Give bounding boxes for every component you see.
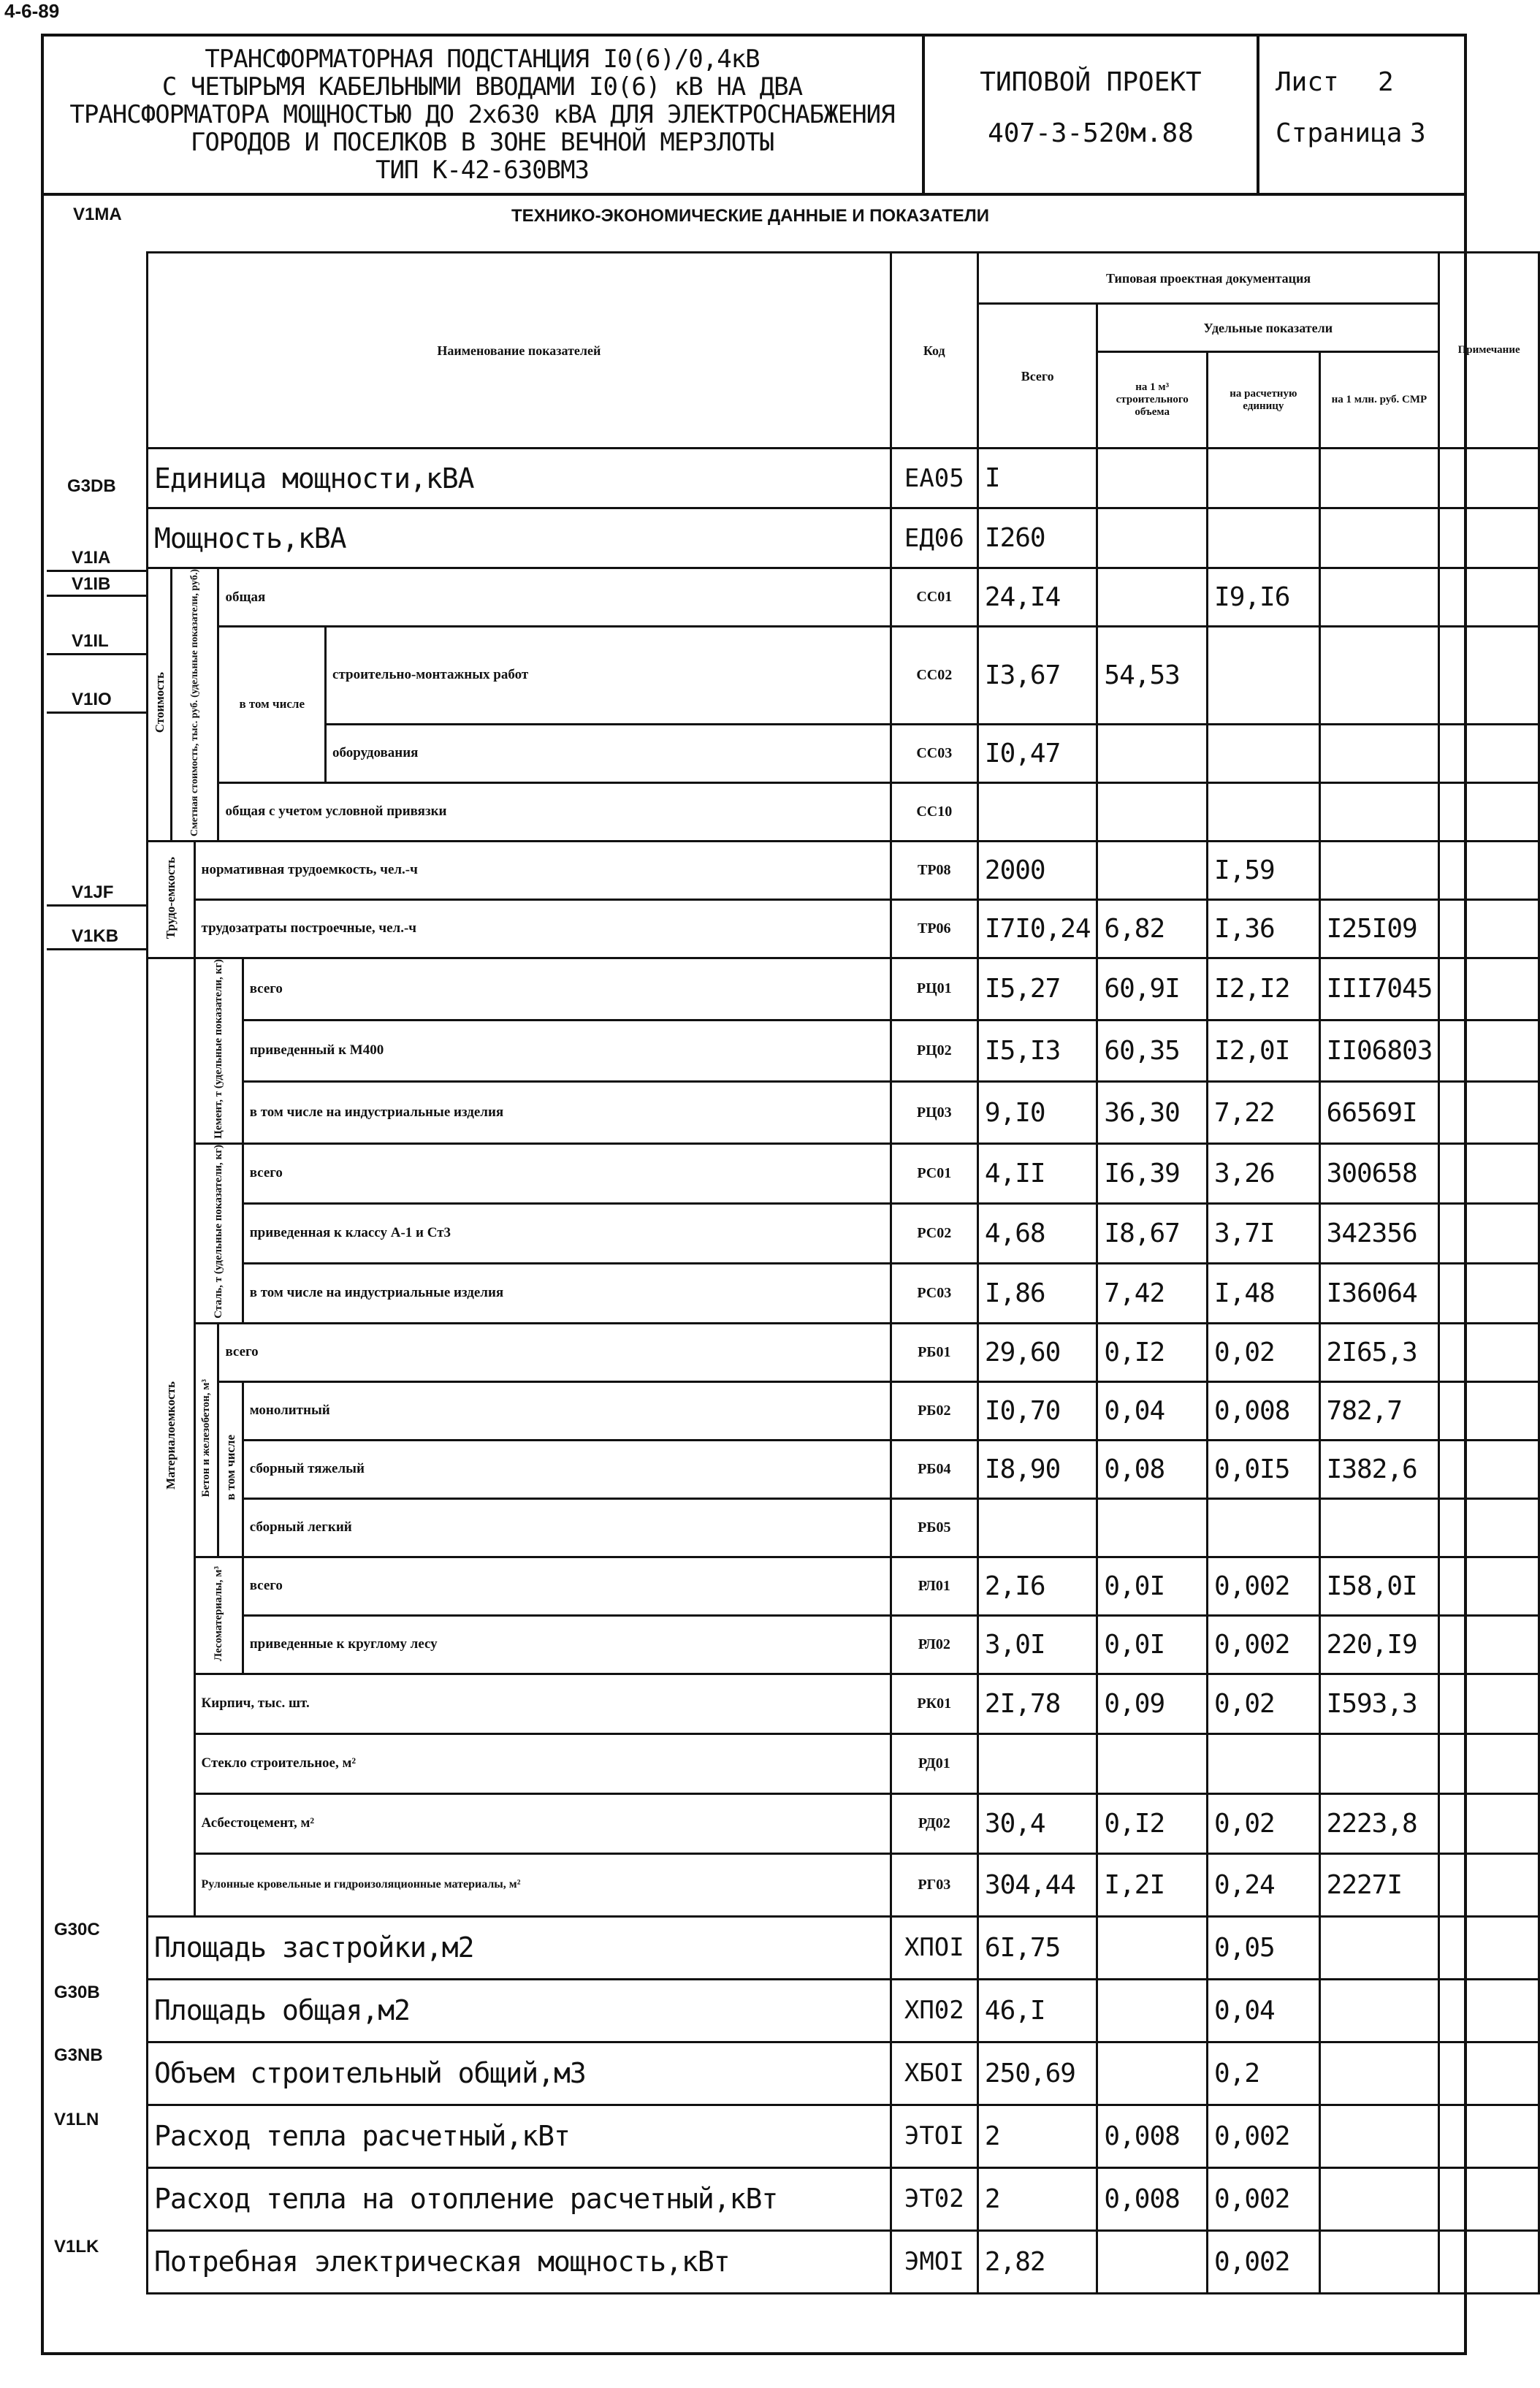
row-code: СС10 bbox=[891, 782, 977, 841]
row-per-m3 bbox=[1097, 1916, 1208, 1979]
row-total: I8,90 bbox=[977, 1440, 1097, 1498]
row-per-m3: 0,08 bbox=[1097, 1440, 1208, 1498]
row-per-m3 bbox=[1097, 1979, 1208, 2042]
stamp-title-line: ГОРОДОВ И ПОСЕЛКОВ В ЗОНЕ ВЕЧНОЙ МЕРЗЛОТЫ bbox=[190, 128, 774, 157]
row-code: РС01 bbox=[891, 1143, 977, 1203]
row-total: 2000 bbox=[977, 841, 1097, 899]
row-total: I bbox=[977, 449, 1097, 508]
table-row bbox=[148, 1557, 1539, 1615]
row-code: ТР08 bbox=[891, 841, 977, 899]
row-code: РС02 bbox=[891, 1203, 977, 1263]
row-name: строительно-монтажных работ bbox=[326, 627, 891, 725]
row-total: 4,II bbox=[977, 1143, 1097, 1203]
row-code: РБ05 bbox=[891, 1498, 977, 1557]
row-name: Площадь общая,м2 bbox=[148, 1979, 891, 2042]
table-row bbox=[148, 2230, 1539, 2293]
group-concrete: Бетон и железобетон, м³ bbox=[194, 1323, 218, 1557]
group-material: Материалоемкость bbox=[148, 958, 195, 1916]
table-row bbox=[148, 1263, 1539, 1323]
group-cement: Цемент, т (удельные показатели, кг) bbox=[194, 958, 243, 1143]
margin-code: V1IA bbox=[72, 548, 111, 568]
row-per-unit bbox=[1208, 627, 1320, 725]
row-name: всего bbox=[218, 1323, 891, 1381]
row-per-m3 bbox=[1097, 841, 1208, 899]
table-row bbox=[148, 958, 1539, 1020]
row-total: 2,I6 bbox=[977, 1557, 1097, 1615]
row-total: 250,69 bbox=[977, 2042, 1097, 2105]
row-name: всего bbox=[243, 958, 891, 1020]
row-total: 2,82 bbox=[977, 2230, 1097, 2293]
margin-leader bbox=[47, 904, 146, 907]
stamp-title-line: ТРАНСФОРМАТОРНАЯ ПОДСТАНЦИЯ I0(6)/0,4кВ bbox=[205, 45, 760, 74]
margin-leader bbox=[47, 595, 146, 597]
row-code: РЦ02 bbox=[891, 1020, 977, 1082]
row-total: I3,67 bbox=[977, 627, 1097, 725]
margin-code: V1IB bbox=[72, 574, 111, 594]
margin-code: G3DB bbox=[67, 476, 116, 496]
row-total: 24,I4 bbox=[977, 568, 1097, 627]
row-per-mln: 2227I bbox=[1319, 1853, 1439, 1916]
row-per-unit: I2,0I bbox=[1208, 1020, 1320, 1082]
row-per-mln: 2223,8 bbox=[1319, 1793, 1439, 1853]
row-per-unit bbox=[1208, 1498, 1320, 1557]
margin-code: V1IL bbox=[72, 631, 109, 651]
row-name: всего bbox=[243, 1143, 891, 1203]
row-total bbox=[977, 782, 1097, 841]
project-label: ТИПОВОЙ ПРОЕКТ bbox=[980, 67, 1202, 97]
row-code: ХБОI bbox=[891, 2042, 977, 2105]
table-row bbox=[148, 1674, 1539, 1733]
row-name: Единица мощности,кВА bbox=[148, 449, 891, 508]
row-code: ХПОI bbox=[891, 1916, 977, 1979]
row-code: РЛ02 bbox=[891, 1615, 977, 1674]
row-per-m3 bbox=[1097, 2042, 1208, 2105]
row-per-unit bbox=[1208, 782, 1320, 841]
row-name: Расход тепла на отопление расчетный,кВт bbox=[148, 2167, 891, 2230]
margin-code: V1LK bbox=[54, 2237, 99, 2257]
row-per-mln bbox=[1319, 782, 1439, 841]
row-per-unit: 3,7I bbox=[1208, 1203, 1320, 1263]
row-per-unit: I,36 bbox=[1208, 899, 1320, 958]
row-code: РЦ03 bbox=[891, 1082, 977, 1144]
header-total: Всего bbox=[977, 304, 1097, 449]
row-name: трудозатраты построечные, чел.-ч bbox=[194, 899, 891, 958]
table-row bbox=[148, 1793, 1539, 1853]
table-row bbox=[148, 2167, 1539, 2230]
header-note: Примечание bbox=[1439, 253, 1539, 449]
row-per-m3: 36,30 bbox=[1097, 1082, 1208, 1144]
row-total: I0,70 bbox=[977, 1381, 1097, 1440]
sheet-number: 2 bbox=[1378, 67, 1394, 97]
margin-code: V1IO bbox=[72, 690, 112, 709]
row-per-mln bbox=[1319, 1916, 1439, 1979]
row-name: Объем строительный общий,м3 bbox=[148, 2042, 891, 2105]
row-per-mln bbox=[1319, 1733, 1439, 1793]
row-per-m3: 60,9I bbox=[1097, 958, 1208, 1020]
row-per-m3: 0,I2 bbox=[1097, 1793, 1208, 1853]
row-total: I5,27 bbox=[977, 958, 1097, 1020]
row-per-m3: 54,53 bbox=[1097, 627, 1208, 725]
row-per-m3: 0,09 bbox=[1097, 1674, 1208, 1733]
row-code: РД01 bbox=[891, 1733, 977, 1793]
table-row bbox=[148, 1979, 1539, 2042]
row-per-unit: 0,02 bbox=[1208, 1323, 1320, 1381]
row-total: 9,I0 bbox=[977, 1082, 1097, 1144]
row-per-m3: 0,008 bbox=[1097, 2105, 1208, 2167]
sheet-label: Лист bbox=[1276, 67, 1339, 97]
margin-code: V1LN bbox=[54, 2110, 99, 2129]
row-name: всего bbox=[243, 1557, 891, 1615]
row-total: 2 bbox=[977, 2105, 1097, 2167]
row-total bbox=[977, 1733, 1097, 1793]
table-row bbox=[148, 1733, 1539, 1793]
project-code: 407-3-520м.88 bbox=[988, 118, 1194, 148]
row-code: РЛ01 bbox=[891, 1557, 977, 1615]
row-name: общая bbox=[218, 568, 891, 627]
table-row bbox=[148, 568, 1539, 627]
page-number: 3 bbox=[1410, 118, 1426, 148]
row-per-unit: 0,2 bbox=[1208, 2042, 1320, 2105]
row-name: приведенный к М400 bbox=[243, 1020, 891, 1082]
table-row bbox=[148, 782, 1539, 841]
row-per-unit: I,48 bbox=[1208, 1263, 1320, 1323]
margin-code: V1JF bbox=[72, 882, 114, 902]
row-per-mln: 782,7 bbox=[1319, 1381, 1439, 1440]
row-code: ТР06 bbox=[891, 899, 977, 958]
table-row bbox=[148, 841, 1539, 899]
row-per-mln: I36064 bbox=[1319, 1263, 1439, 1323]
header-per-m3: на 1 м³ строительного объема bbox=[1097, 352, 1208, 449]
row-per-mln: III7045 bbox=[1319, 958, 1439, 1020]
row-per-m3: 0,I2 bbox=[1097, 1323, 1208, 1381]
header-typical: Типовая проектная документация bbox=[977, 253, 1438, 304]
row-per-m3: 7,42 bbox=[1097, 1263, 1208, 1323]
row-code: РС03 bbox=[891, 1263, 977, 1323]
row-per-m3 bbox=[1097, 1498, 1208, 1557]
row-code: РБ04 bbox=[891, 1440, 977, 1498]
table-row bbox=[148, 899, 1539, 958]
row-name: Асбестоцемент, м² bbox=[194, 1793, 891, 1853]
row-per-unit: 0,0I5 bbox=[1208, 1440, 1320, 1498]
row-total: 30,4 bbox=[977, 1793, 1097, 1853]
row-name: сборный легкий bbox=[243, 1498, 891, 1557]
row-name: приведенная к классу А-1 и Ст3 bbox=[243, 1203, 891, 1263]
row-per-m3: 6,82 bbox=[1097, 899, 1208, 958]
row-per-mln: II06803 bbox=[1319, 1020, 1439, 1082]
row-per-mln: I25I09 bbox=[1319, 899, 1439, 958]
row-name: нормативная трудоемкость, чел.-ч bbox=[194, 841, 891, 899]
row-code: РГ03 bbox=[891, 1853, 977, 1916]
margin-code: G3NB bbox=[54, 2045, 103, 2065]
row-per-m3: 0,04 bbox=[1097, 1381, 1208, 1440]
indicators-table bbox=[146, 251, 1540, 2294]
row-total: 6I,75 bbox=[977, 1916, 1097, 1979]
corner-code: 4-6-89 bbox=[4, 0, 60, 22]
row-total: 3,0I bbox=[977, 1615, 1097, 1674]
table-row bbox=[148, 1323, 1539, 1381]
row-per-unit: 0,002 bbox=[1208, 1557, 1320, 1615]
header-per-unit: на расчетную единицу bbox=[1208, 352, 1320, 449]
stamp-divider bbox=[1257, 34, 1259, 196]
group-steel: Сталь, т (удельные показатели, кг) bbox=[194, 1143, 243, 1323]
table-row bbox=[148, 724, 1539, 782]
group-incl: в том числе bbox=[218, 627, 326, 783]
row-per-unit bbox=[1208, 1733, 1320, 1793]
row-per-mln bbox=[1319, 841, 1439, 899]
row-per-unit: 0,002 bbox=[1208, 1615, 1320, 1674]
table-row bbox=[148, 1498, 1539, 1557]
table-row bbox=[148, 1440, 1539, 1498]
table-row bbox=[148, 2042, 1539, 2105]
table-title: ТЕХНИКО-ЭКОНОМИЧЕСКИЕ ДАННЫЕ И ПОКАЗАТЕЛИ bbox=[511, 206, 989, 226]
row-code: ХП02 bbox=[891, 1979, 977, 2042]
row-per-unit bbox=[1208, 724, 1320, 782]
stamp-title-line: ТРАНСФОРМАТОРА МОЩНОСТЬЮ ДО 2х630 кВА ДЛЯ ЭЛЕКТРОСНАБЖЕНИЯ bbox=[69, 100, 895, 129]
row-per-mln: I382,6 bbox=[1319, 1440, 1439, 1498]
row-per-unit: I2,I2 bbox=[1208, 958, 1320, 1020]
row-name: Расход тепла расчетный,кВт bbox=[148, 2105, 891, 2167]
row-per-mln bbox=[1319, 2167, 1439, 2230]
row-per-unit: 0,002 bbox=[1208, 2105, 1320, 2167]
row-per-m3 bbox=[1097, 568, 1208, 627]
row-name: Мощность,кВА bbox=[148, 508, 891, 568]
margin-code: G30C bbox=[54, 1920, 100, 1939]
row-code: ЕА05 bbox=[891, 449, 977, 508]
group-labor: Трудо-емкость bbox=[148, 841, 195, 958]
header-specific: Удельные показатели bbox=[1097, 304, 1439, 352]
row-per-unit: 0,24 bbox=[1208, 1853, 1320, 1916]
row-name: Площадь застройки,м2 bbox=[148, 1916, 891, 1979]
row-code: ЭТ02 bbox=[891, 2167, 977, 2230]
row-code: ЕД06 bbox=[891, 508, 977, 568]
row-per-mln: I58,0I bbox=[1319, 1557, 1439, 1615]
table-row bbox=[148, 508, 1539, 568]
row-name: приведенные к круглому лесу bbox=[243, 1615, 891, 1674]
row-total bbox=[977, 1498, 1097, 1557]
row-per-m3: I8,67 bbox=[1097, 1203, 1208, 1263]
table-row bbox=[148, 1916, 1539, 1979]
row-per-m3: 0,0I bbox=[1097, 1557, 1208, 1615]
row-code: ЭТОI bbox=[891, 2105, 977, 2167]
margin-leader bbox=[47, 570, 146, 572]
row-name: сборный тяжелый bbox=[243, 1440, 891, 1498]
row-total: 2 bbox=[977, 2167, 1097, 2230]
row-name: общая с учетом условной привязки bbox=[218, 782, 891, 841]
row-per-mln: 220,I9 bbox=[1319, 1615, 1439, 1674]
row-total: I260 bbox=[977, 508, 1097, 568]
row-name: Стекло строительное, м² bbox=[194, 1733, 891, 1793]
group-estimate: Сметная стоимость, тыс. руб. (удельные показатели, руб.) bbox=[172, 568, 218, 842]
row-code: РБ01 bbox=[891, 1323, 977, 1381]
row-code: РД02 bbox=[891, 1793, 977, 1853]
row-per-unit: 0,02 bbox=[1208, 1674, 1320, 1733]
row-per-m3 bbox=[1097, 782, 1208, 841]
row-total: 2I,78 bbox=[977, 1674, 1097, 1733]
table-row bbox=[148, 449, 1539, 508]
row-code: СС03 bbox=[891, 724, 977, 782]
row-total: 304,44 bbox=[977, 1853, 1097, 1916]
row-per-unit: 0,02 bbox=[1208, 1793, 1320, 1853]
row-per-mln bbox=[1319, 2105, 1439, 2167]
row-per-m3 bbox=[1097, 1733, 1208, 1793]
row-per-m3: 60,35 bbox=[1097, 1020, 1208, 1082]
table-row bbox=[148, 1381, 1539, 1440]
row-per-unit: 7,22 bbox=[1208, 1082, 1320, 1144]
row-total: I,86 bbox=[977, 1263, 1097, 1323]
row-per-mln bbox=[1319, 627, 1439, 725]
row-total: 4,68 bbox=[977, 1203, 1097, 1263]
row-per-mln: I593,3 bbox=[1319, 1674, 1439, 1733]
table-row bbox=[148, 1615, 1539, 1674]
row-per-m3: I6,39 bbox=[1097, 1143, 1208, 1203]
header-name: Наименование показателей bbox=[148, 253, 891, 449]
row-name: в том числе на индустриальные изделия bbox=[243, 1082, 891, 1144]
row-per-m3 bbox=[1097, 2230, 1208, 2293]
row-per-mln bbox=[1319, 2042, 1439, 2105]
row-code: СС02 bbox=[891, 627, 977, 725]
row-name: оборудования bbox=[326, 724, 891, 782]
row-per-mln: 66569I bbox=[1319, 1082, 1439, 1144]
row-code: ЭМОI bbox=[891, 2230, 977, 2293]
row-per-unit: 0,002 bbox=[1208, 2167, 1320, 2230]
row-per-mln: 342356 bbox=[1319, 1203, 1439, 1263]
row-per-unit: 3,26 bbox=[1208, 1143, 1320, 1203]
row-per-unit: I,59 bbox=[1208, 841, 1320, 899]
table-row bbox=[148, 627, 1539, 725]
row-per-mln bbox=[1319, 724, 1439, 782]
header-per-mln: на 1 млн. руб. СМР bbox=[1319, 352, 1439, 449]
table-row bbox=[148, 2105, 1539, 2167]
row-name: Кирпич, тыс. шт. bbox=[194, 1674, 891, 1733]
page-label: Страница bbox=[1276, 118, 1403, 148]
stamp-title bbox=[44, 45, 920, 184]
row-per-mln: 2I65,3 bbox=[1319, 1323, 1439, 1381]
margin-code: V1MA bbox=[73, 205, 122, 224]
group-incl-concrete: в том числе bbox=[218, 1381, 243, 1557]
row-name: монолитный bbox=[243, 1381, 891, 1440]
row-per-mln: 300658 bbox=[1319, 1143, 1439, 1203]
stamp-divider bbox=[922, 34, 925, 196]
row-name: Рулонные кровельные и гидроизоляционные материалы, м² bbox=[194, 1853, 891, 1916]
row-name: в том числе на индустриальные изделия bbox=[243, 1263, 891, 1323]
row-per-m3: I,2I bbox=[1097, 1853, 1208, 1916]
row-per-m3: 0,0I bbox=[1097, 1615, 1208, 1674]
row-total: 46,I bbox=[977, 1979, 1097, 2042]
header-row bbox=[148, 253, 1539, 304]
row-total: I7I0,24 bbox=[977, 899, 1097, 958]
margin-leader bbox=[47, 712, 146, 714]
table-row bbox=[148, 1082, 1539, 1144]
table-row bbox=[148, 1203, 1539, 1263]
header-code: Код bbox=[891, 253, 977, 449]
row-total: I0,47 bbox=[977, 724, 1097, 782]
margin-code: G30B bbox=[54, 1983, 100, 2002]
row-per-unit: 0,04 bbox=[1208, 1979, 1320, 2042]
table-row bbox=[148, 1020, 1539, 1082]
row-name: Потребная электрическая мощность,кВт bbox=[148, 2230, 891, 2293]
stamp-title-line: С ЧЕТЫРЬМЯ КАБЕЛЬНЫМИ ВВОДАМИ I0(6) кВ НА ДВА bbox=[161, 72, 803, 102]
row-code: РБ02 bbox=[891, 1381, 977, 1440]
row-per-unit: 0,05 bbox=[1208, 1916, 1320, 1979]
margin-code: V1KB bbox=[72, 926, 119, 946]
row-per-unit: 0,002 bbox=[1208, 2230, 1320, 2293]
row-per-m3 bbox=[1097, 724, 1208, 782]
row-per-unit: 0,008 bbox=[1208, 1381, 1320, 1440]
row-per-mln bbox=[1319, 1979, 1439, 2042]
row-total: I5,I3 bbox=[977, 1020, 1097, 1082]
group-cost: Стоимость bbox=[148, 568, 172, 842]
table-row bbox=[148, 1853, 1539, 1916]
margin-leader bbox=[47, 948, 146, 950]
row-per-m3: 0,008 bbox=[1097, 2167, 1208, 2230]
row-code: РК01 bbox=[891, 1674, 977, 1733]
stamp-title-line: ТИП К-42-630ВМЗ bbox=[375, 156, 590, 185]
group-timber: Лесоматериалы, м³ bbox=[194, 1557, 243, 1674]
row-code: РЦ01 bbox=[891, 958, 977, 1020]
row-per-mln bbox=[1319, 1498, 1439, 1557]
row-total: 29,60 bbox=[977, 1323, 1097, 1381]
table-row bbox=[148, 1143, 1539, 1203]
row-code: СС01 bbox=[891, 568, 977, 627]
row-per-mln bbox=[1319, 568, 1439, 627]
row-per-unit: I9,I6 bbox=[1208, 568, 1320, 627]
margin-leader bbox=[47, 653, 146, 655]
row-per-mln bbox=[1319, 2230, 1439, 2293]
